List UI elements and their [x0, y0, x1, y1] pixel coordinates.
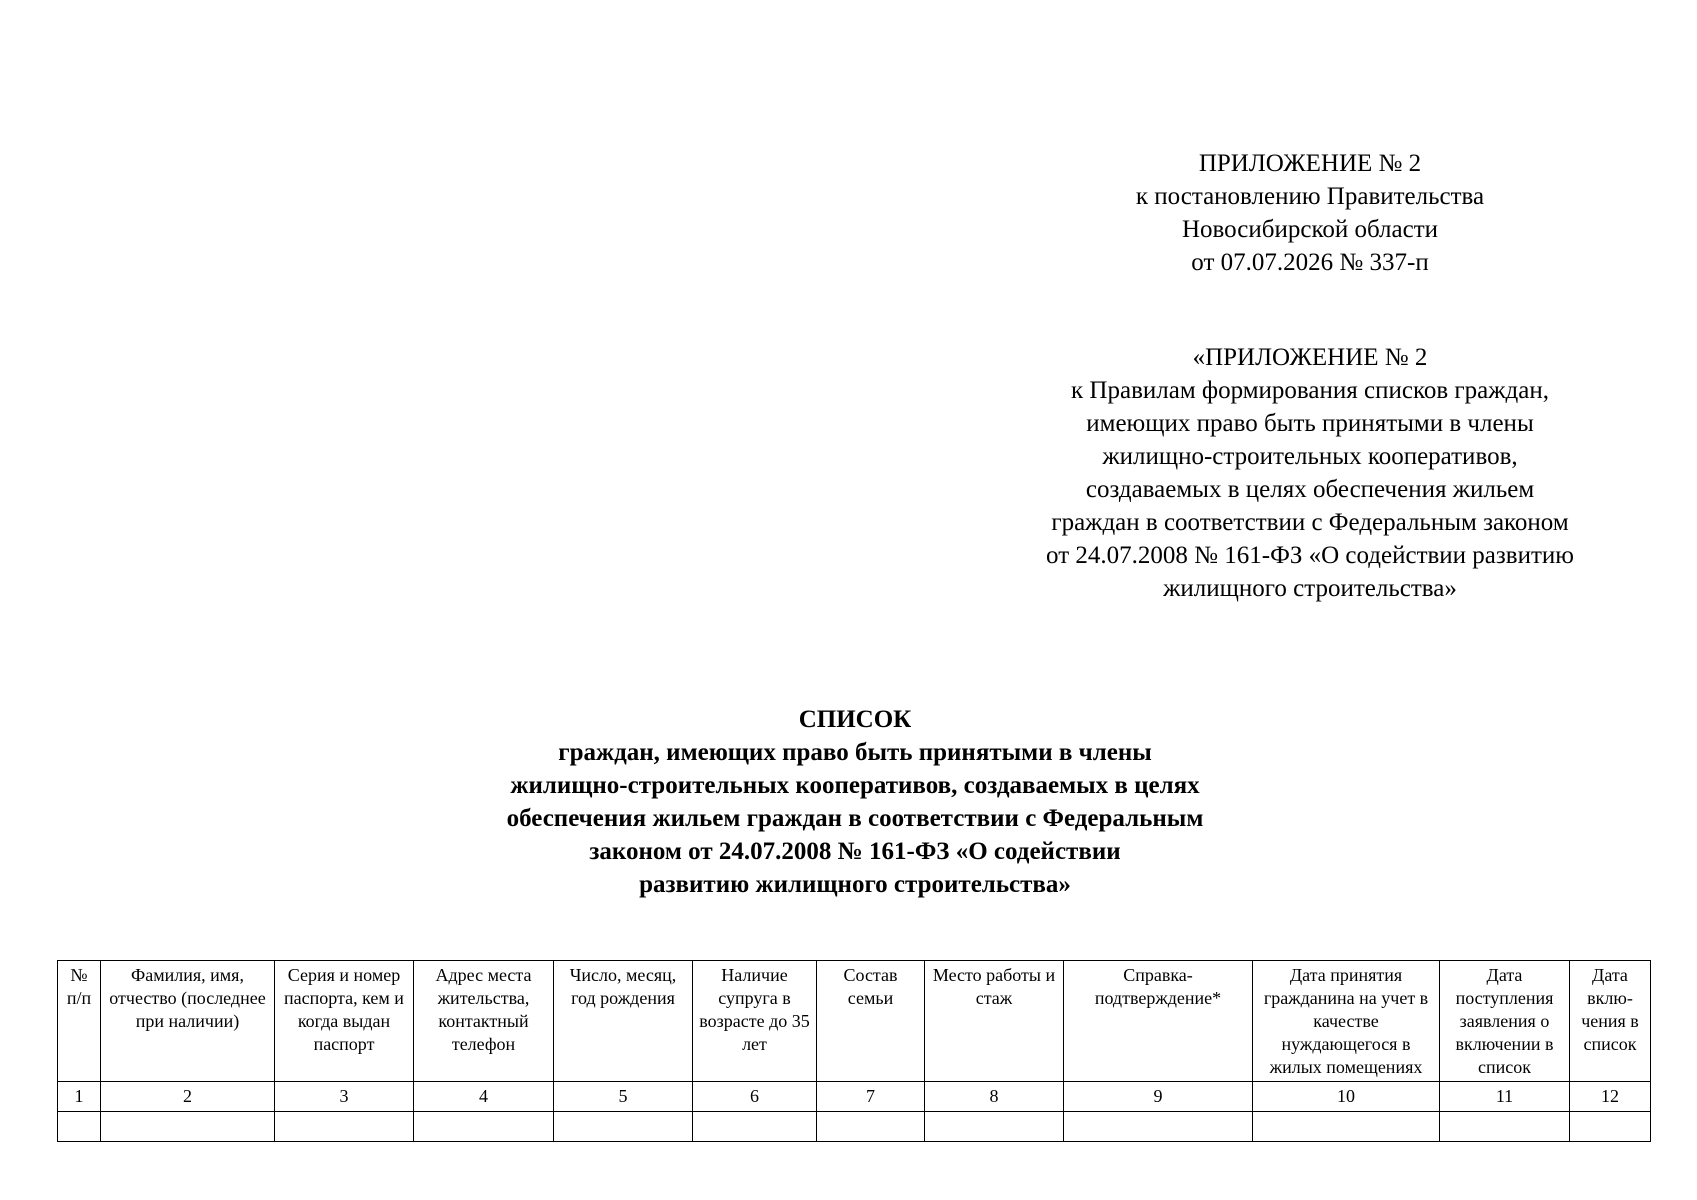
title-line: развитию жилищного строительства» [639, 871, 1071, 898]
column-number: 6 [693, 1082, 817, 1112]
column-header: Адрес места жительства, контактный телефон [414, 961, 554, 1082]
table-cell [1253, 1112, 1440, 1142]
column-header: Серия и номер паспорта, кем и когда выдан паспорт [275, 961, 414, 1082]
table-cell [101, 1112, 275, 1142]
appendix-rules-line: имеющих право быть принятыми в члены [1086, 410, 1534, 437]
table-cell [925, 1112, 1064, 1142]
table-cell [1440, 1112, 1570, 1142]
column-number: 3 [275, 1082, 414, 1112]
column-number: 11 [1440, 1082, 1570, 1112]
column-number-row [58, 1082, 1651, 1112]
title-heading: СПИСОК [798, 706, 912, 733]
appendix-rules-reference [980, 341, 1640, 605]
table-cell [275, 1112, 414, 1142]
column-number: 5 [554, 1082, 693, 1112]
column-number: 2 [101, 1082, 275, 1112]
column-header: Место работы и стаж [925, 961, 1064, 1082]
table-cell [414, 1112, 554, 1142]
column-header: Дата поступления заявления о включении в список [1440, 961, 1570, 1082]
appendix-rules-line: «ПРИЛОЖЕНИЕ № 2 [1192, 344, 1428, 371]
table-cell [817, 1112, 925, 1142]
column-header: № п/п [58, 961, 101, 1082]
title-line: граждан, имеющих право быть принятыми в члены [558, 739, 1152, 766]
appendix-rules-line: от 24.07.2008 № 161-ФЗ «О содействии развитию [1046, 542, 1574, 569]
column-number: 8 [925, 1082, 1064, 1112]
table-row [58, 1112, 1651, 1142]
column-number: 1 [58, 1082, 101, 1112]
appendix-rules-line: жилищно-строительных кооперативов, [1102, 443, 1518, 470]
column-number: 4 [414, 1082, 554, 1112]
column-header: Состав семьи [817, 961, 925, 1082]
title-line: законом от 24.07.2008 № 161-ФЗ «О содействии [589, 838, 1121, 865]
citizens-list-table [57, 960, 1651, 1142]
column-number: 10 [1253, 1082, 1440, 1112]
appendix-rules-line: создаваемых в целях обеспечения жильем [1085, 476, 1535, 503]
appendix-rules-line: жилищного строительства» [1163, 575, 1457, 602]
table-cell [693, 1112, 817, 1142]
table-cell [58, 1112, 101, 1142]
appendix-rules-line: к Правилам формирования списков граждан, [1071, 377, 1549, 404]
column-header: Дата принятия гражданина на учет в качестве нуждающегося в жилых помещениях [1253, 961, 1440, 1082]
document-title [340, 703, 1370, 901]
column-header: Наличие супруга в возрасте до 35 лет [693, 961, 817, 1082]
column-number: 12 [1570, 1082, 1651, 1112]
table-header-row [58, 961, 1651, 1082]
appendix-header [980, 147, 1640, 279]
column-number: 7 [817, 1082, 925, 1112]
appendix-rules-line: граждан в соответствии с Федеральным законом [1051, 509, 1569, 536]
column-header: Дата вклю-чения в список [1570, 961, 1651, 1082]
column-header: Число, месяц, год рождения [554, 961, 693, 1082]
column-header: Фамилия, имя, отчество (последнее при наличии) [101, 961, 275, 1082]
appendix-header-line: к постановлению Правительства [1135, 183, 1485, 210]
table-cell [554, 1112, 693, 1142]
table-cell [1064, 1112, 1253, 1142]
appendix-header-line: ПРИЛОЖЕНИЕ № 2 [1198, 150, 1422, 177]
title-line: обеспечения жильем граждан в соответствии с Федеральным [506, 805, 1204, 832]
appendix-header-line: Новосибирской области [1181, 216, 1439, 243]
table-cell [1570, 1112, 1651, 1142]
title-line: жилищно-строительных кооперативов, создаваемых в целях [510, 772, 1200, 799]
appendix-header-line: от 07.07.2026 № 337-п [1191, 249, 1429, 276]
column-number: 9 [1064, 1082, 1253, 1112]
column-header: Справка-подтверждение* [1064, 961, 1253, 1082]
